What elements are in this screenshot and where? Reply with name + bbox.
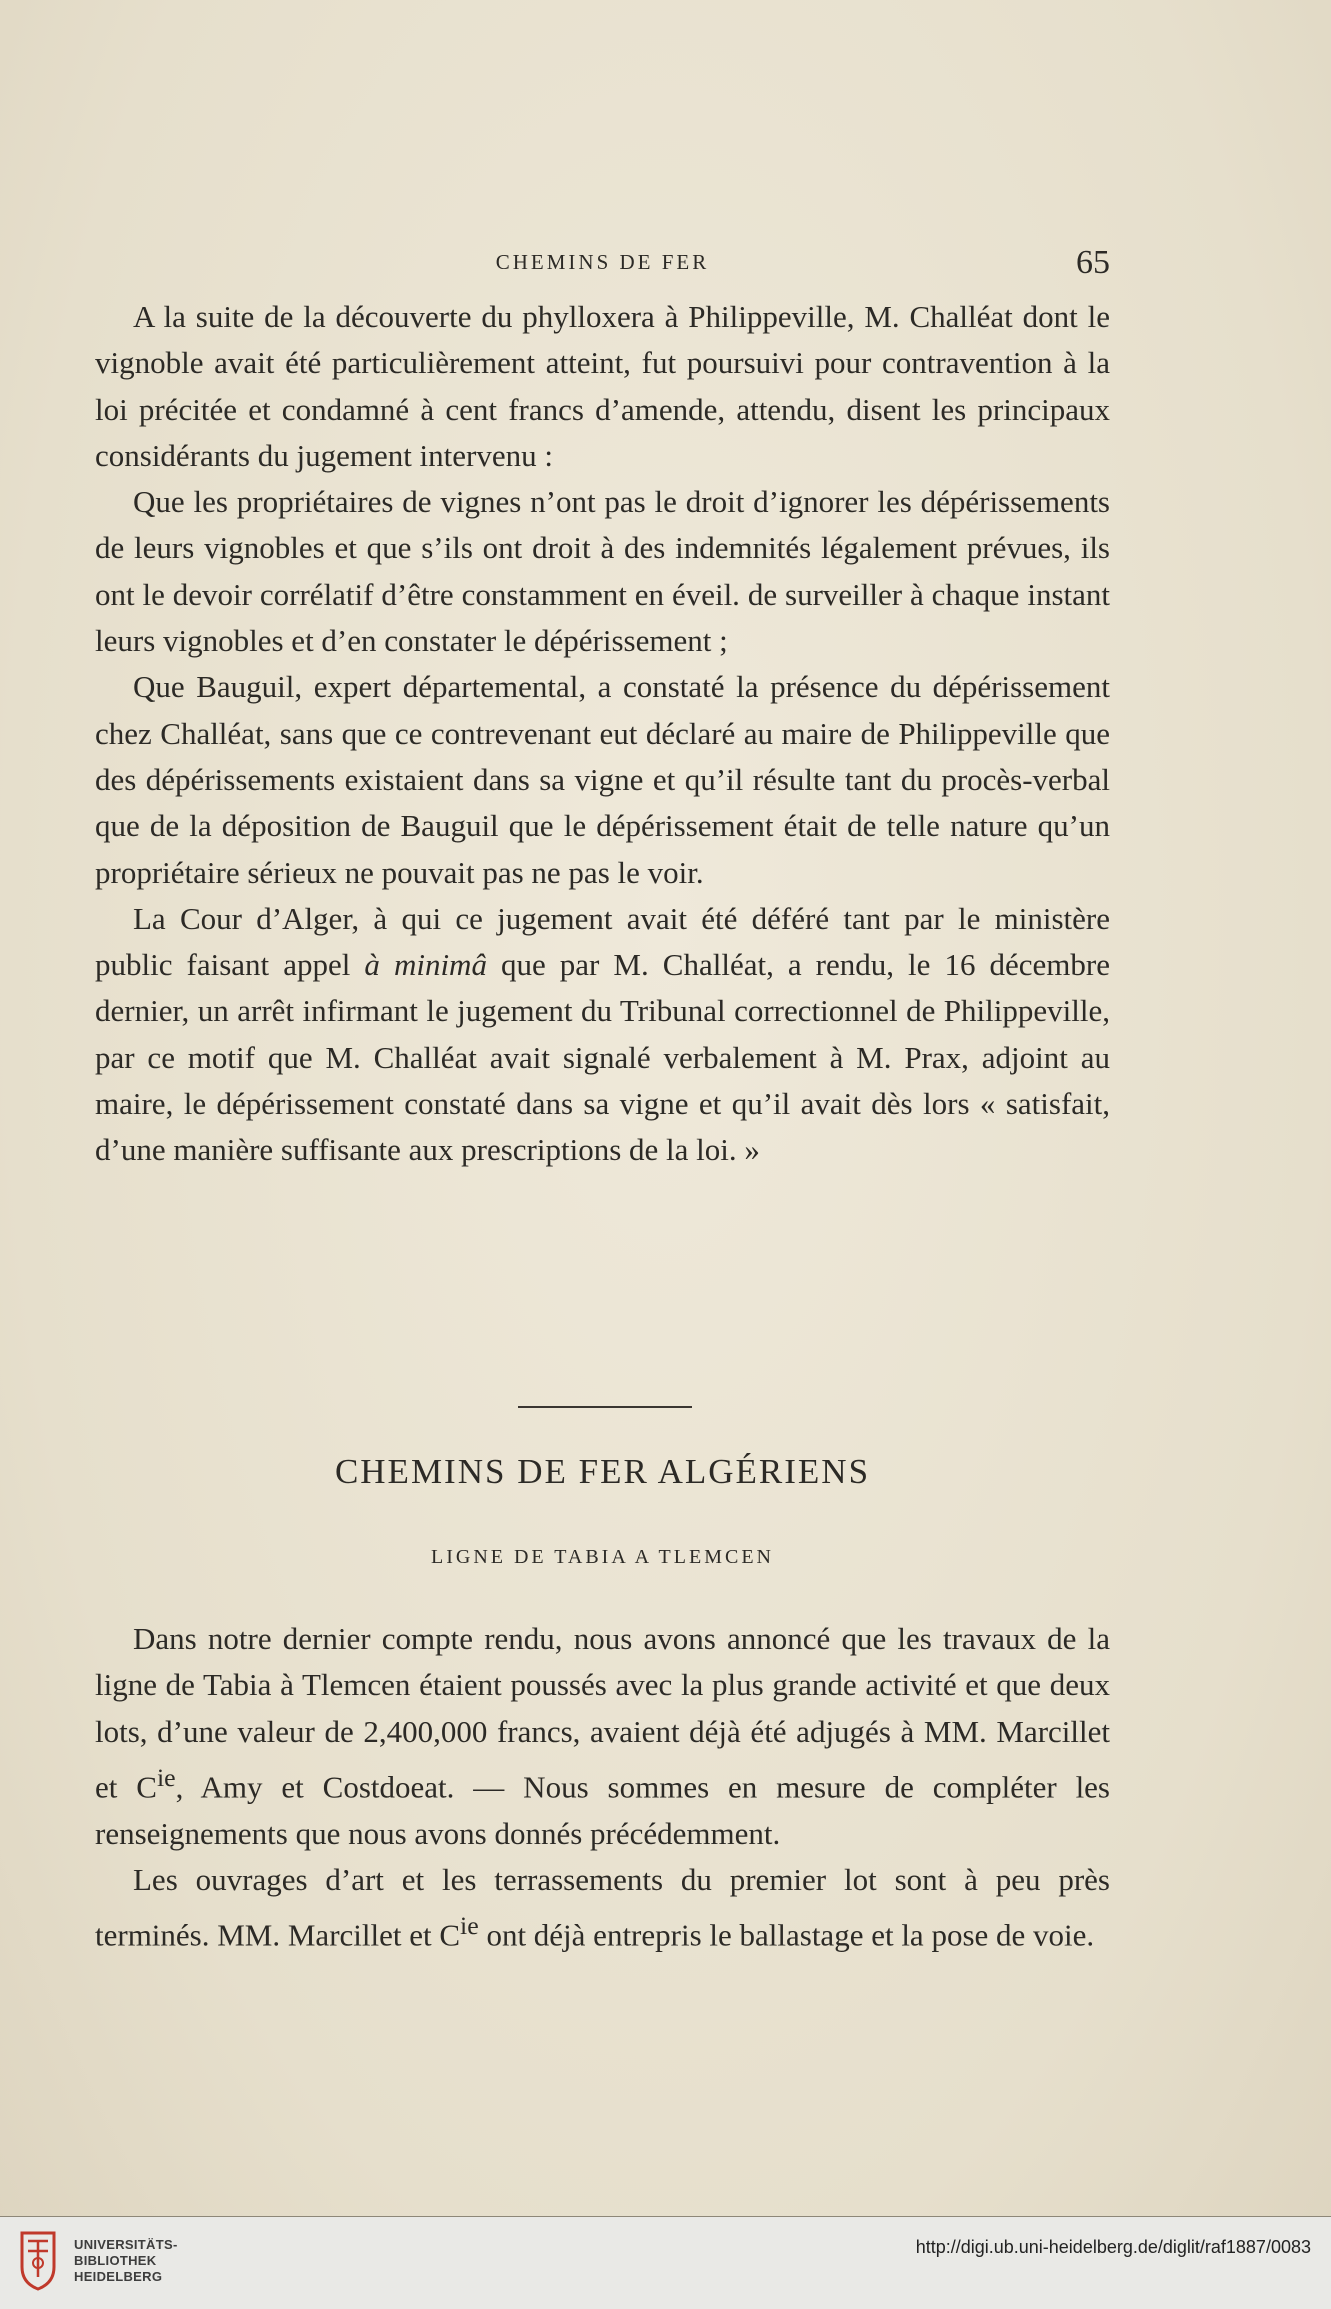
paragraph-ouvrages xyxy=(95,1857,1110,1959)
text-run: Les ouvrages d’art et les terrassements du premier lot sont à peu près terminés. MM. Marcillet et C xyxy=(95,1861,1110,1953)
superscript: ie xyxy=(460,1911,479,1941)
running-head xyxy=(95,244,1110,284)
digitization-footer xyxy=(0,2216,1331,2309)
paragraph-cour-alger xyxy=(95,896,1110,1174)
university-seal-icon xyxy=(14,2227,62,2291)
text-block-tlemcen xyxy=(95,1616,1110,1959)
superscript: ie xyxy=(156,1762,176,1792)
text-run: La Cour d’Alger, à qui ce jugement avait été déféré tant par le ministère public faisant appel xyxy=(95,900,1110,983)
source-url-link[interactable]: http://digi.ub.uni-heidelberg.de/diglit/raf1887/0083 xyxy=(915,2237,1311,2257)
library-name xyxy=(74,2237,178,2285)
running-title: CHEMINS DE FER xyxy=(495,250,710,274)
section-divider xyxy=(518,1406,692,1408)
subsection-title: LIGNE DE TABIA A TLEMCEN xyxy=(431,1546,774,1568)
text-block-phylloxera xyxy=(95,294,1110,1174)
section-title: CHEMINS DE FER ALGÉRIENS xyxy=(334,1452,871,1491)
page-number: 65 xyxy=(1076,244,1110,281)
text-run: ont déjà entrepris le ballastage et la pose de voie. xyxy=(478,1917,1095,1953)
text-run: Dans notre dernier compte rendu, nous avons annoncé que les travaux de la ligne de Tabia à Tlemcen étaient poussés avec la plus grande activité et que deux lots, d’une valeur de 2,400,000 francs, avaient déjà été adjugés à MM. Marcillet et C xyxy=(95,1621,1110,1805)
paragraph-dans xyxy=(95,1616,1110,1857)
paragraph: A la suite de la découverte du phylloxera à Philippeville, M. Challéat dont le vignoble avait été particulièrement atteint, fut poursuivi pour contravention à la loi précitée et condamné à cent francs d’amende, attendu, disent les principaux considérants du jugement intervenu : xyxy=(95,299,1110,473)
italic-phrase: à minimâ xyxy=(364,947,487,983)
library-name-line: UNIVERSITÄTS- xyxy=(74,2237,178,2252)
library-name-line: BIBLIOTHEK xyxy=(74,2253,157,2268)
library-name-line: HEIDELBERG xyxy=(74,2269,163,2284)
paragraph: Que Bauguil, expert départemental, a constaté la présence du dépérissement chez Challéat, sans que ce contrevenant eut déclaré au maire de Philippeville que des dépérissements existaient dans sa vigne et qu’il résulte tant du procès-verbal que de la déposition de Bauguil que le dépérissement était de telle nature qu’un propriétaire sérieux ne pouvait pas ne pas le voir. xyxy=(95,669,1110,890)
paragraph: Que les propriétaires de vignes n’ont pas le droit d’ignorer les dépérissements de leurs vignobles et que s’ils ont droit à des indemnités légalement prévues, ils ont le devoir corrélatif d’être constamment en éveil. de surveiller à chaque instant leurs vignobles et d’en constater le dépérissement ; xyxy=(95,484,1110,659)
text-run: que par M. Challéat, a rendu, le 16 décembre dernier, un arrêt infirmant le jugement du Tribunal correctionnel de Philippeville, par ce motif que M. Challéat avait signalé verbalement à M. Prax, adjoint au maire, le dépérissement constaté dans sa vigne et qu’il avait dès lors « satisfait, d’une manière suffisante aux prescriptions de la loi. » xyxy=(95,947,1110,1168)
text-run: , Amy et Costdoeat. — Nous sommes en mesure de compléter les renseignements que nous avons donnés précédemment. xyxy=(95,1769,1110,1851)
